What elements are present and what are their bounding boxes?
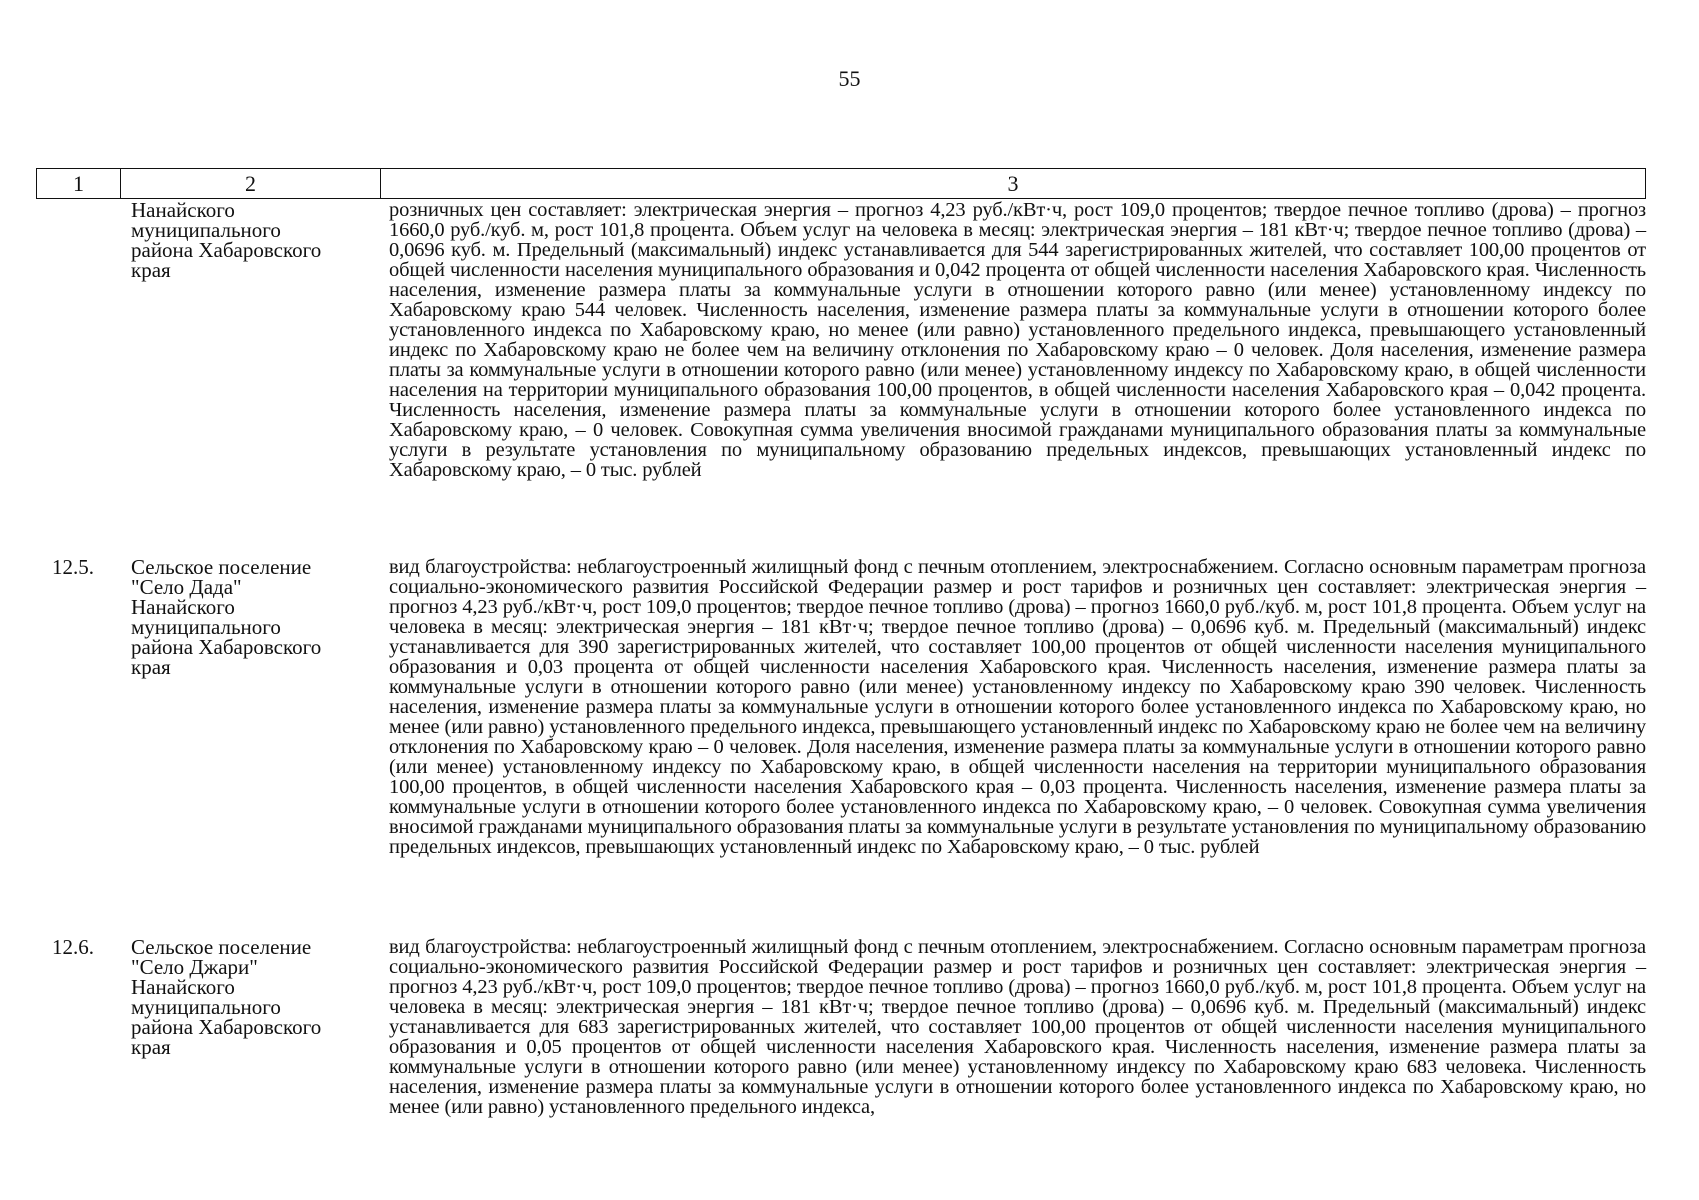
name-line: края [131, 1035, 171, 1059]
name-line: Нанайского [131, 595, 235, 619]
table-header [36, 168, 1646, 199]
header-col-1: 1 [37, 169, 121, 198]
row-description: розничных цен составляет: электрическая энергия – прогноз 4,23 руб./кВт·ч, рост 109,0 процентов; твердое печное топливо (дрова) – прогноз 1660,0 руб./куб. м, рост 101,8 процента. Объем услуг на человека в месяц: электрическая энергия – 181 кВт·ч; твердое печное топливо (дрова) – 0,0696 куб. м. Предельный (максимальный) индекс устанавливается для 544 зарегистрированных жителей, что составляет 100,00 процентов от общей численности населения муниципального образования и 0,042 процента от общей численности населения Хабаровского края. Численность населения, изменение размера платы за коммунальные услуги в отношении которого равно (или менее) установленному индексу по Хабаровскому краю 544 человек. Численность населения, изменение размера платы за коммунальные услуги в отношении которого более установленного индекса по Хабаровскому краю, но менее (или равно) установленного предельного индекса, превышающего установленный индекс по Хабаровскому краю не более чем на величину отклонения по Хабаровскому краю – 0 человек. Доля населения, изменение размера платы за коммунальные услуги в отношении которого равно (или менее) установленному индексу по Хабаровскому краю, в общей численности населения на территории муниципального образования 100,00 процентов, в общей численности населения Хабаровского края – 0,042 процента. Численность населения, изменение размера платы за коммунальные услуги в отношении которого более установленного индекса по Хабаровскому краю, – 0 человек. Совокупная сумма увеличения вносимой гражданами муниципального образования платы за коммунальные услуги в результате установления по муниципальному образованию предельных индексов, превышающих установленный индекс по Хабаровскому краю, – 0 тыс. рублей [389, 199, 1646, 481]
name-line: "Село Джари" [131, 955, 258, 979]
name-line: Нанайского [131, 198, 235, 222]
name-line: района Хабаровского [131, 1015, 322, 1039]
row-number: 12.5. [52, 555, 94, 579]
name-line: района Хабаровского [131, 238, 322, 262]
header-col-2: 2 [121, 169, 381, 198]
name-line: Сельское поселение [131, 935, 312, 959]
row-municipality-name [131, 557, 386, 677]
page-number: 55 [838, 66, 861, 91]
row-number: 12.6. [52, 935, 94, 959]
name-line: "Село Дада" [131, 575, 242, 599]
name-line: муниципального [131, 218, 281, 242]
name-line: района Хабаровского [131, 635, 322, 659]
row-description: вид благоустройства: неблагоустроенный жилищный фонд с печным отоплением, электроснабжением. Согласно основным параметрам прогноза социально-экономического развития Российской Федерации размер и рост тарифов и розничных цен составляет: электрическая энергия – прогноз 4,23 руб./кВт·ч, рост 109,0 процентов; твердое печное топливо (дрова) – прогноз 1660,0 руб./куб. м, рост 101,8 процента. Объем услуг на человека в месяц: электрическая энергия – 181 кВт·ч; твердое печное топливо (дрова) – 0,0696 куб. м. Предельный (максимальный) индекс устанавливается для 390 зарегистрированных жителей, что составляет 100,00 процентов от общей численности населения муниципального образования и 0,03 процента от общей численности населения Хабаровского края. Численность населения, изменение размера платы за коммунальные услуги в отношении которого равно (или менее) установленному индексу по Хабаровскому краю 390 человек. Численность населения, изменение размера платы за коммунальные услуги в отношении которого более установленного индекса по Хабаровскому краю, но менее (или равно) установленного предельного индекса, превышающего установленный индекс по Хабаровскому краю не более чем на величину отклонения по Хабаровскому краю – 0 человек. Доля населения, изменение размера платы за коммунальные услуги в отношении которого равно (или менее) установленному индексу по Хабаровскому краю, в общей численности населения на территории муниципального образования 100,00 процентов, в общей численности населения Хабаровского края – 0,03 процента. Численность населения, изменение размера платы за коммунальные услуги в отношении которого более установленного индекса по Хабаровскому краю, – 0 человек. Совокупная сумма увеличения вносимой гражданами муниципального образования платы за коммунальные услуги в результате установления по муниципальному образованию предельных индексов, превышающих установленный индекс по Хабаровскому краю, – 0 тыс. рублей [389, 556, 1646, 858]
name-line: муниципального [131, 615, 281, 639]
name-line: края [131, 258, 171, 282]
name-line: Нанайского [131, 975, 235, 999]
row-municipality-name [131, 937, 386, 1057]
row-description: вид благоустройства: неблагоустроенный жилищный фонд с печным отоплением, электроснабжением. Согласно основным параметрам прогноза социально-экономического развития Российской Федерации размер и рост тарифов и розничных цен составляет: электрическая энергия – прогноз 4,23 руб./кВт·ч, рост 109,0 процентов; твердое печное топливо (дрова) – прогноз 1660,0 руб./куб. м, рост 101,8 процента. Объем услуг на человека в месяц: электрическая энергия – 181 кВт·ч; твердое печное топливо (дрова) – 0,0696 куб. м. Предельный (максимальный) индекс устанавливается для 683 зарегистрированных жителей, что составляет 100,00 процентов от общей численности населения муниципального образования и 0,05 процентов от общей численности населения Хабаровского края. Численность населения, изменение размера платы за коммунальные услуги в отношении которого равно (или менее) установленному индексу по Хабаровскому краю 683 человека. Численность населения, изменение размера платы за коммунальные услуги в отношении которого более установленного индекса по Хабаровскому краю, но менее (или равно) установленного предельного индекса, [389, 936, 1646, 1118]
name-line: Сельское поселение [131, 555, 312, 579]
header-col-3: 3 [1007, 170, 1019, 196]
name-line: края [131, 655, 171, 679]
row-municipality-name [131, 200, 386, 280]
name-line: муниципального [131, 995, 281, 1019]
